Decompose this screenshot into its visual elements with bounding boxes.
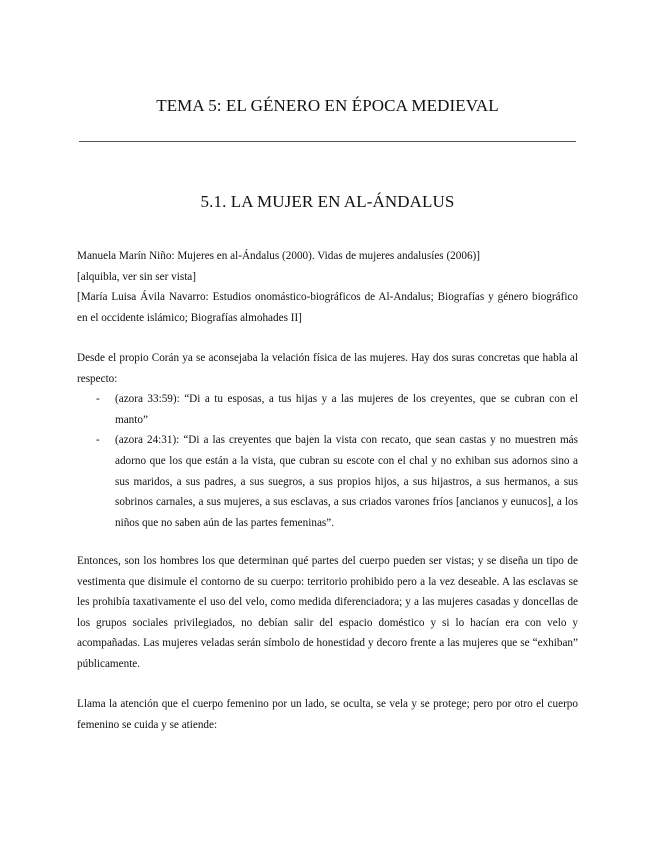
list-item-text: (azora 24:31): “Di a las creyentes que bajen la vista con recato, que sean castas y no muestren más adorno que los que están a la vista, que cubran su escote con el chal y no exhiban sus adornos sino a sus maridos, a sus padres, a sus suegros, a sus propios hijos, a sus hijastros, a sus hermanos, a sus sobrinos carnales, a sus mujeres, a sus esclavas, a sus criados varones fríos [ancianos y eunucos], a los niños que no saben aún de las partes femeninas”.: [115, 434, 578, 529]
list-item: [77, 430, 578, 533]
page-title: TEMA 5: EL GÉNERO EN ÉPOCA MEDIEVAL: [156, 96, 499, 115]
references-block: [77, 246, 578, 328]
list-item: [77, 389, 578, 430]
paragraph-text: Desde el propio Corán ya se aconsejaba la velación física de las mujeres. Hay dos suras concretas que habla al respecto:: [77, 352, 578, 385]
paragraph-text: Llama la atención que el cuerpo femenino por un lado, se oculta, se vela y se protege; pero por otro el cuerpo femenino se cuida y se atiende:: [77, 698, 578, 731]
reference-line: [alquibla, ver sin ser vista]: [77, 270, 196, 283]
paragraph-cuerpo: [77, 694, 578, 735]
paragraph-vestimenta: [77, 551, 578, 675]
reference-line: [María Luisa Ávila Navarro: Estudios onomástico-biográficos de Al-Andalus; Biografías y género biográfico en el occidente islámico; Biografías almohades II]: [77, 291, 578, 324]
section-title: 5.1. LA MUJER EN AL-ÁNDALUS: [200, 192, 455, 211]
paragraph-suras: [77, 348, 578, 533]
list-item-text: (azora 33:59): “Di a tu esposas, a tus hijas y a las mujeres de los creyentes, que se cubran con el manto”: [115, 393, 578, 426]
list-bullet: -: [96, 393, 100, 406]
list-bullet: -: [96, 434, 100, 447]
paragraph-text: Entonces, son los hombres los que determinan qué partes del cuerpo pueden ser vistas; y se diseña un tipo de vestimenta que disimule el contorno de su cuerpo: territorio prohibido pero a la vez deseable. A las esclavas se les prohibía taxativamente el uso del velo, como medida diferenciadora; y a las mujeres casadas y doncellas de los grupos sociales privilegiados, no debían salir del espacio doméstico y si lo hacían era con velo y acompañadas. Las mujeres veladas serán símbolo de honestidad y decoro frente a las mujeres que se “exhiban” públicamente.: [77, 555, 578, 670]
sura-list: [77, 389, 578, 533]
title-divider: [79, 141, 576, 142]
reference-line: Manuela Marín Niño: Mujeres en al-Ándalus (2000). Vidas de mujeres andalusíes (2006)]: [77, 250, 481, 262]
